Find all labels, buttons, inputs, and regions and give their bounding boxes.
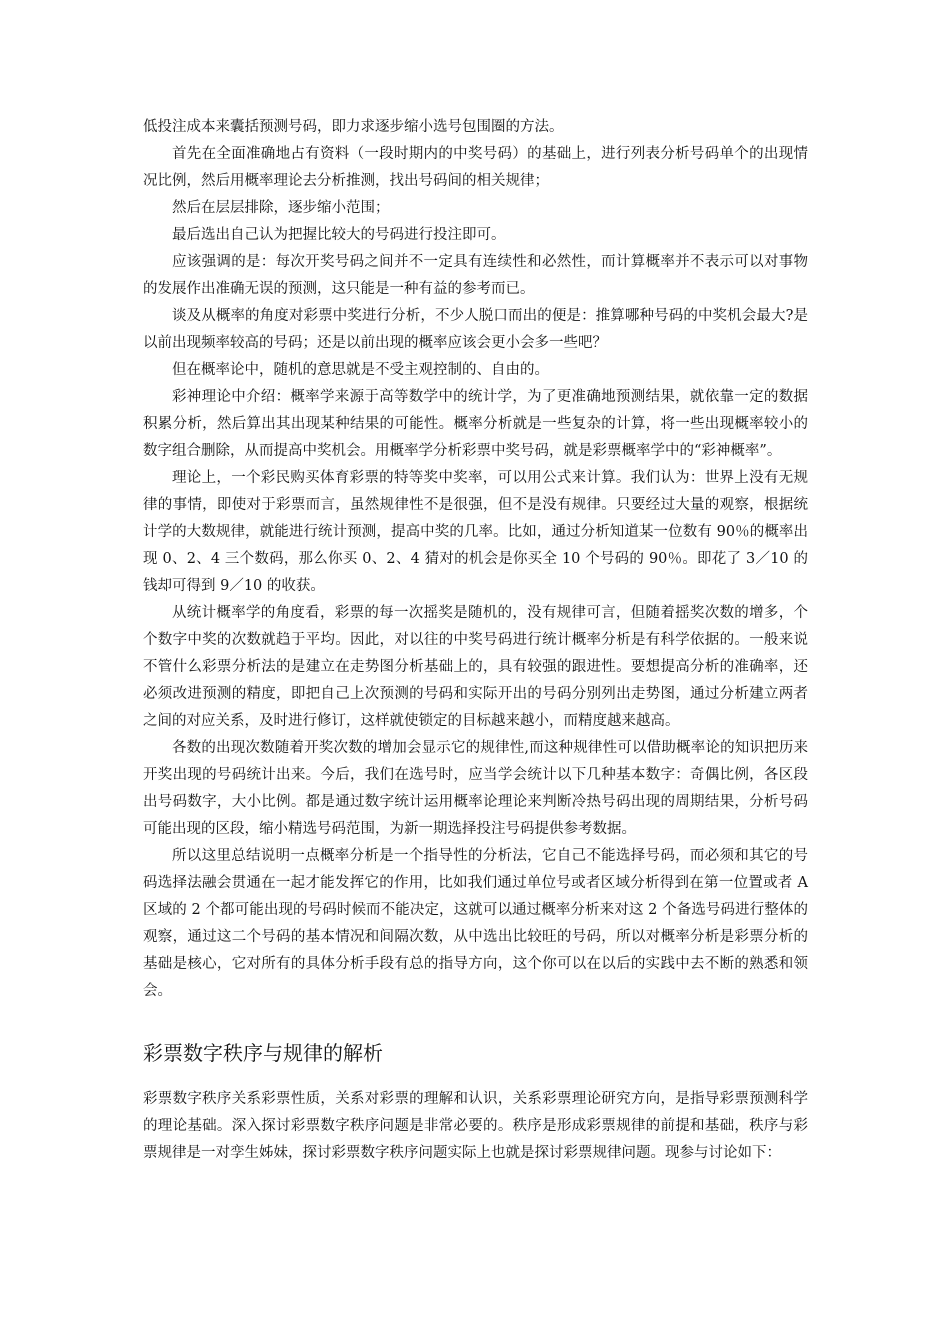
document-page (143, 114, 808, 1167)
paragraph: 从统计概率学的角度看，彩票的每一次摇奖是随机的，没有规律可言，但随着摇奖次数的增多，个个数字中奖的次数就趋于平均。因此，对以往的中奖号码进行统计概率分析是有科学依据的。一般来说不管什么彩票分析法的是建立在走势图分析基础上的，具有较强的跟进性。要想提高分析的准确率，还必须改进预测的精度，即把自己上次预测的号码和实际开出的号码分别列出走势图，通过分析建立两者之间的对应关系，及时进行修订，这样就使锁定的目标越来越小，而精度越来越高。 (143, 605, 808, 729)
section-paragraph: 彩票数字秩序关系彩票性质，关系对彩票的理解和认识，关系彩票理论研究方向，是指导彩票预测科学的理论基础。深入探讨彩票数字秩序问题是非常必要的。秩序是形成彩票规律的前提和基础，秩序与彩票规律是一对孪生姊妹，探讨彩票数字秩序问题实际上也就是探讨彩票规律问题。现参与讨论如下： (143, 1091, 808, 1161)
paragraph: 应该强调的是：每次开奖号码之间并不一定具有连续性和必然性，而计算概率并不表示可以对事物的发展作出准确无误的预测，这只能是一种有益的参考而已。 (143, 254, 808, 297)
paragraph: 彩神理论中介绍：概率学来源于高等数学中的统计学，为了更准确地预测结果，就依靠一定的数据积累分析，然后算出其出现某种结果的可能性。概率分析就是一些复杂的计算，将一些出现概率较小的数字组合删除，从而提高中奖机会。用概率学分析彩票中奖号码，就是彩票概率学中的“彩神概率”。 (143, 389, 808, 459)
paragraph: 各数的出现次数随着开奖次数的增加会显示它的规律性,而这种规律性可以借助概率论的知识把历来开奖出现的号码统计出来。今后，我们在选号时，应当学会统计以下几种基本数字：奇偶比例，各区段出号码数字，大小比例。都是通过数字统计运用概率论理论来判断冷热号码出现的周期结果，分析号码可能出现的区段，缩小精选号码范围，为新一期选择投注号码提供参考数据。 (143, 740, 808, 837)
paragraph: 然后在层层排除，逐步缩小范围； (172, 200, 390, 216)
paragraph: 最后选出自己认为把握比较大的号码进行投注即可。 (172, 227, 506, 243)
paragraph: 首先在全面准确地占有资料（一段时期内的中奖号码）的基础上，进行列表分析号码单个的出现情况比例，然后用概率理论去分析推测，找出号码间的相关规律； (143, 146, 808, 189)
paragraph: 理论上，一个彩民购买体育彩票的特等奖中奖率，可以用公式来计算。我们认为：世界上没有无规律的事情，即使对于彩票而言，虽然规律性不是很强，但不是没有规律。只要经过大量的观察，根据统计学的大数规律，就能进行统计预测，提高中奖的几率。比如，通过分析知道某一位数有 90％的概率出现 0、2、4 三个数码，那么你买 0、2、4 猜对的机会是你买全 10 个号码的 90％。即花了 3／10 的钱却可得到 9／10 的收获。 (143, 470, 808, 594)
paragraph: 但在概率论中，随机的意思就是不受主观控制的、自由的。 (172, 362, 549, 378)
paragraph: 所以这里总结说明一点概率分析是一个指导性的分析法，它自己不能选择号码，而必须和其它的号码选择法融会贯通在一起才能发挥它的作用，比如我们通过单位号或者区域分析得到在第一位置或者 A 区域的 2 个都可能出现的号码时候而不能决定，这就可以通过概率分析来对这 2 个备选号码进行整体的观察，通过这二个号码的基本情况和间隔次数，从中选出比较旺的号码，所以对概率分析是彩票分析的基础是核心，它对所有的具体分析手段有总的指导方向，这个你可以在以后的实践中去不断的熟悉和领会。 (143, 848, 808, 999)
paragraph-continuation: 低投注成本来囊括预测号码，即力求逐步缩小选号包围圈的方法。 (143, 119, 564, 135)
paragraph: 谈及从概率的角度对彩票中奖进行分析，不少人脱口而出的便是：推算哪种号码的中奖机会最大?是以前出现频率较高的号码；还是以前出现的概率应该会更小会多一些吧？ (143, 308, 808, 351)
section-heading: 彩票数字秩序与规律的解析 (143, 1041, 383, 1065)
